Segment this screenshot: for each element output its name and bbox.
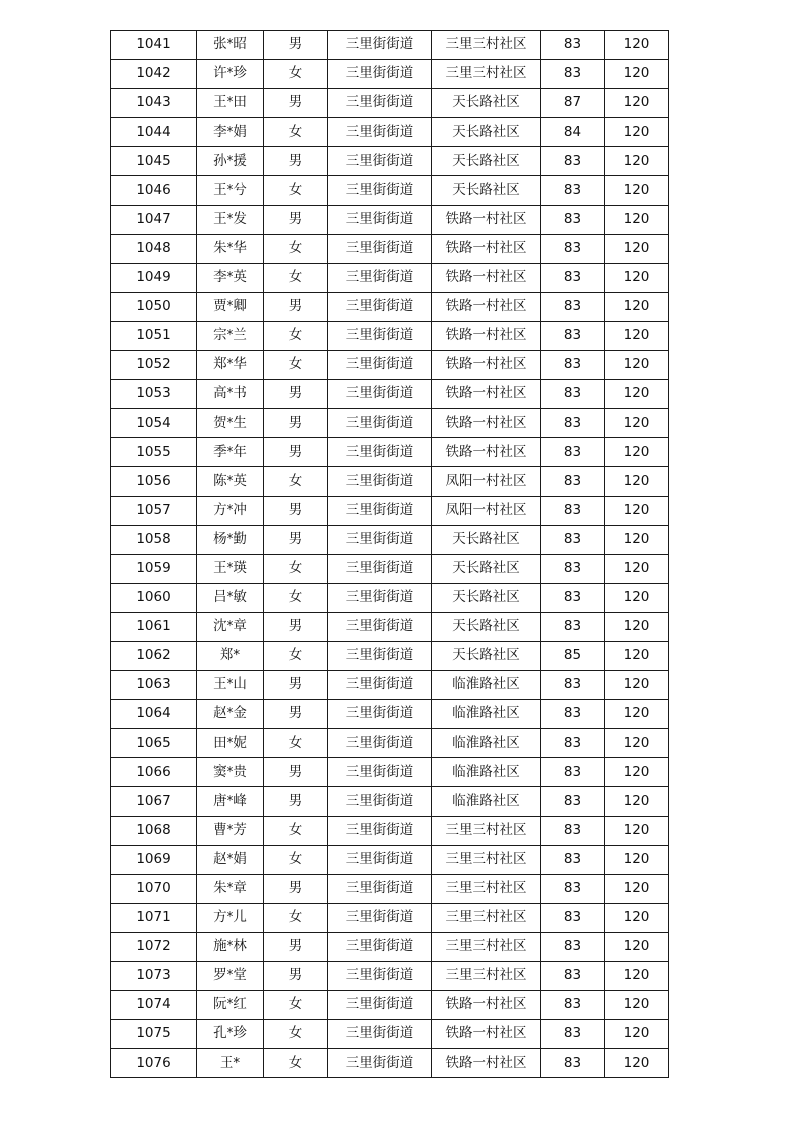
table-row: [111, 612, 669, 641]
community-cell: 临淮路社区: [432, 729, 541, 758]
table-row: [111, 700, 669, 729]
amount-cell: 120: [605, 31, 669, 60]
name-cell: 贾*卿: [197, 292, 264, 321]
score-cell: 83: [541, 321, 605, 350]
street-cell: 三里街街道: [328, 991, 432, 1020]
serial-number-cell: 1070: [111, 874, 197, 903]
gender-cell: 女: [264, 554, 328, 583]
name-cell: 吕*敏: [197, 583, 264, 612]
community-cell: 三里三村社区: [432, 845, 541, 874]
gender-cell: 女: [264, 118, 328, 147]
serial-number-cell: 1054: [111, 409, 197, 438]
table-row: [111, 263, 669, 292]
score-cell: 83: [541, 671, 605, 700]
serial-number-cell: 1075: [111, 1020, 197, 1049]
name-cell: 季*年: [197, 438, 264, 467]
score-cell: 83: [541, 612, 605, 641]
gender-cell: 男: [264, 758, 328, 787]
community-cell: 天长路社区: [432, 118, 541, 147]
street-cell: 三里街街道: [328, 1049, 432, 1078]
community-cell: 铁路一村社区: [432, 263, 541, 292]
community-cell: 临淮路社区: [432, 758, 541, 787]
name-cell: 曹*芳: [197, 816, 264, 845]
score-cell: 83: [541, 263, 605, 292]
amount-cell: 120: [605, 1020, 669, 1049]
table-row: [111, 758, 669, 787]
gender-cell: 男: [264, 700, 328, 729]
name-cell: 杨*勤: [197, 525, 264, 554]
gender-cell: 女: [264, 234, 328, 263]
score-cell: 83: [541, 962, 605, 991]
serial-number-cell: 1071: [111, 903, 197, 932]
amount-cell: 120: [605, 787, 669, 816]
amount-cell: 120: [605, 438, 669, 467]
amount-cell: 120: [605, 554, 669, 583]
amount-cell: 120: [605, 671, 669, 700]
serial-number-cell: 1073: [111, 962, 197, 991]
serial-number-cell: 1046: [111, 176, 197, 205]
gender-cell: 男: [264, 409, 328, 438]
street-cell: 三里街街道: [328, 525, 432, 554]
gender-cell: 女: [264, 60, 328, 89]
serial-number-cell: 1042: [111, 60, 197, 89]
gender-cell: 女: [264, 263, 328, 292]
name-cell: 李*娟: [197, 118, 264, 147]
serial-number-cell: 1052: [111, 351, 197, 380]
serial-number-cell: 1059: [111, 554, 197, 583]
community-cell: 天长路社区: [432, 89, 541, 118]
table-row: [111, 525, 669, 554]
street-cell: 三里街街道: [328, 962, 432, 991]
score-cell: 83: [541, 1020, 605, 1049]
table-row: [111, 205, 669, 234]
name-cell: 王*: [197, 1049, 264, 1078]
name-cell: 宗*兰: [197, 321, 264, 350]
street-cell: 三里街街道: [328, 60, 432, 89]
serial-number-cell: 1050: [111, 292, 197, 321]
table-row: [111, 1049, 669, 1078]
table-row: [111, 467, 669, 496]
amount-cell: 120: [605, 60, 669, 89]
score-cell: 83: [541, 234, 605, 263]
community-cell: 铁路一村社区: [432, 292, 541, 321]
serial-number-cell: 1053: [111, 380, 197, 409]
name-cell: 方*冲: [197, 496, 264, 525]
score-cell: 83: [541, 874, 605, 903]
serial-number-cell: 1066: [111, 758, 197, 787]
serial-number-cell: 1067: [111, 787, 197, 816]
serial-number-cell: 1058: [111, 525, 197, 554]
score-cell: 83: [541, 903, 605, 932]
amount-cell: 120: [605, 932, 669, 961]
table-row: [111, 816, 669, 845]
name-cell: 王*瑛: [197, 554, 264, 583]
community-cell: 铁路一村社区: [432, 991, 541, 1020]
community-cell: 天长路社区: [432, 583, 541, 612]
score-cell: 83: [541, 554, 605, 583]
gender-cell: 女: [264, 467, 328, 496]
street-cell: 三里街街道: [328, 729, 432, 758]
serial-number-cell: 1074: [111, 991, 197, 1020]
gender-cell: 女: [264, 991, 328, 1020]
name-cell: 田*妮: [197, 729, 264, 758]
gender-cell: 男: [264, 31, 328, 60]
gender-cell: 男: [264, 787, 328, 816]
name-cell: 王*兮: [197, 176, 264, 205]
score-cell: 83: [541, 176, 605, 205]
score-cell: 83: [541, 1049, 605, 1078]
gender-cell: 男: [264, 962, 328, 991]
amount-cell: 120: [605, 147, 669, 176]
street-cell: 三里街街道: [328, 671, 432, 700]
score-cell: 83: [541, 991, 605, 1020]
street-cell: 三里街街道: [328, 234, 432, 263]
score-cell: 83: [541, 351, 605, 380]
table-row: [111, 729, 669, 758]
name-cell: 朱*华: [197, 234, 264, 263]
serial-number-cell: 1060: [111, 583, 197, 612]
street-cell: 三里街街道: [328, 380, 432, 409]
amount-cell: 120: [605, 816, 669, 845]
amount-cell: 120: [605, 380, 669, 409]
gender-cell: 男: [264, 932, 328, 961]
amount-cell: 120: [605, 351, 669, 380]
serial-number-cell: 1064: [111, 700, 197, 729]
score-cell: 83: [541, 31, 605, 60]
community-cell: 天长路社区: [432, 147, 541, 176]
serial-number-cell: 1045: [111, 147, 197, 176]
street-cell: 三里街街道: [328, 351, 432, 380]
community-cell: 铁路一村社区: [432, 1020, 541, 1049]
score-cell: 83: [541, 147, 605, 176]
community-cell: 凤阳一村社区: [432, 467, 541, 496]
street-cell: 三里街街道: [328, 787, 432, 816]
table-row: [111, 671, 669, 700]
community-cell: 三里三村社区: [432, 874, 541, 903]
serial-number-cell: 1051: [111, 321, 197, 350]
gender-cell: 男: [264, 612, 328, 641]
table-row: [111, 321, 669, 350]
amount-cell: 120: [605, 292, 669, 321]
name-cell: 郑*华: [197, 351, 264, 380]
name-cell: 王*田: [197, 89, 264, 118]
name-cell: 郑*: [197, 641, 264, 670]
street-cell: 三里街街道: [328, 176, 432, 205]
name-cell: 孙*援: [197, 147, 264, 176]
community-cell: 三里三村社区: [432, 31, 541, 60]
community-cell: 铁路一村社区: [432, 438, 541, 467]
amount-cell: 120: [605, 700, 669, 729]
gender-cell: 女: [264, 903, 328, 932]
serial-number-cell: 1057: [111, 496, 197, 525]
gender-cell: 男: [264, 147, 328, 176]
score-cell: 85: [541, 641, 605, 670]
street-cell: 三里街街道: [328, 612, 432, 641]
name-cell: 朱*章: [197, 874, 264, 903]
street-cell: 三里街街道: [328, 700, 432, 729]
gender-cell: 男: [264, 380, 328, 409]
amount-cell: 120: [605, 991, 669, 1020]
amount-cell: 120: [605, 903, 669, 932]
table-row: [111, 118, 669, 147]
amount-cell: 120: [605, 176, 669, 205]
table-row: [111, 641, 669, 670]
street-cell: 三里街街道: [328, 758, 432, 787]
score-cell: 83: [541, 496, 605, 525]
serial-number-cell: 1041: [111, 31, 197, 60]
table-row: [111, 874, 669, 903]
amount-cell: 120: [605, 118, 669, 147]
name-cell: 赵*金: [197, 700, 264, 729]
community-cell: 三里三村社区: [432, 962, 541, 991]
amount-cell: 120: [605, 758, 669, 787]
community-cell: 天长路社区: [432, 612, 541, 641]
street-cell: 三里街街道: [328, 205, 432, 234]
name-cell: 高*书: [197, 380, 264, 409]
table-row: [111, 409, 669, 438]
serial-number-cell: 1065: [111, 729, 197, 758]
table-row: [111, 845, 669, 874]
name-cell: 王*山: [197, 671, 264, 700]
name-cell: 赵*娟: [197, 845, 264, 874]
serial-number-cell: 1069: [111, 845, 197, 874]
amount-cell: 120: [605, 321, 669, 350]
subsidy-roster-table: [110, 30, 669, 1078]
score-cell: 83: [541, 787, 605, 816]
name-cell: 王*发: [197, 205, 264, 234]
score-cell: 83: [541, 205, 605, 234]
community-cell: 天长路社区: [432, 641, 541, 670]
serial-number-cell: 1061: [111, 612, 197, 641]
name-cell: 张*昭: [197, 31, 264, 60]
serial-number-cell: 1043: [111, 89, 197, 118]
community-cell: 三里三村社区: [432, 903, 541, 932]
serial-number-cell: 1055: [111, 438, 197, 467]
serial-number-cell: 1044: [111, 118, 197, 147]
amount-cell: 120: [605, 89, 669, 118]
amount-cell: 120: [605, 525, 669, 554]
table-row: [111, 147, 669, 176]
serial-number-cell: 1048: [111, 234, 197, 263]
gender-cell: 男: [264, 89, 328, 118]
serial-number-cell: 1056: [111, 467, 197, 496]
score-cell: 83: [541, 438, 605, 467]
community-cell: 三里三村社区: [432, 816, 541, 845]
name-cell: 窦*贵: [197, 758, 264, 787]
name-cell: 李*英: [197, 263, 264, 292]
amount-cell: 120: [605, 263, 669, 292]
table-row: [111, 583, 669, 612]
name-cell: 沈*章: [197, 612, 264, 641]
community-cell: 临淮路社区: [432, 787, 541, 816]
name-cell: 阮*红: [197, 991, 264, 1020]
score-cell: 83: [541, 292, 605, 321]
community-cell: 三里三村社区: [432, 60, 541, 89]
gender-cell: 男: [264, 205, 328, 234]
table-row: [111, 89, 669, 118]
table-row: [111, 1020, 669, 1049]
street-cell: 三里街街道: [328, 409, 432, 438]
table-row: [111, 932, 669, 961]
table-row: [111, 176, 669, 205]
score-cell: 83: [541, 700, 605, 729]
gender-cell: 男: [264, 671, 328, 700]
amount-cell: 120: [605, 409, 669, 438]
community-cell: 凤阳一村社区: [432, 496, 541, 525]
community-cell: 铁路一村社区: [432, 380, 541, 409]
amount-cell: 120: [605, 467, 669, 496]
street-cell: 三里街街道: [328, 263, 432, 292]
serial-number-cell: 1047: [111, 205, 197, 234]
table-row: [111, 60, 669, 89]
gender-cell: 女: [264, 729, 328, 758]
name-cell: 陈*英: [197, 467, 264, 496]
name-cell: 唐*峰: [197, 787, 264, 816]
community-cell: 铁路一村社区: [432, 409, 541, 438]
street-cell: 三里街街道: [328, 292, 432, 321]
amount-cell: 120: [605, 845, 669, 874]
community-cell: 铁路一村社区: [432, 1049, 541, 1078]
score-cell: 83: [541, 409, 605, 438]
serial-number-cell: 1068: [111, 816, 197, 845]
name-cell: 贺*生: [197, 409, 264, 438]
amount-cell: 120: [605, 962, 669, 991]
amount-cell: 120: [605, 234, 669, 263]
gender-cell: 男: [264, 525, 328, 554]
score-cell: 83: [541, 60, 605, 89]
table-row: [111, 438, 669, 467]
amount-cell: 120: [605, 641, 669, 670]
score-cell: 83: [541, 758, 605, 787]
score-cell: 83: [541, 845, 605, 874]
score-cell: 83: [541, 932, 605, 961]
score-cell: 83: [541, 583, 605, 612]
table-body: [111, 31, 669, 1078]
gender-cell: 女: [264, 816, 328, 845]
community-cell: 临淮路社区: [432, 671, 541, 700]
community-cell: 天长路社区: [432, 176, 541, 205]
serial-number-cell: 1072: [111, 932, 197, 961]
street-cell: 三里街街道: [328, 874, 432, 903]
gender-cell: 男: [264, 496, 328, 525]
table-row: [111, 496, 669, 525]
table-row: [111, 903, 669, 932]
gender-cell: 男: [264, 292, 328, 321]
gender-cell: 女: [264, 583, 328, 612]
score-cell: 84: [541, 118, 605, 147]
table-row: [111, 292, 669, 321]
community-cell: 铁路一村社区: [432, 351, 541, 380]
name-cell: 孔*珍: [197, 1020, 264, 1049]
street-cell: 三里街街道: [328, 583, 432, 612]
score-cell: 87: [541, 89, 605, 118]
community-cell: 天长路社区: [432, 554, 541, 583]
score-cell: 83: [541, 729, 605, 758]
street-cell: 三里街街道: [328, 932, 432, 961]
score-cell: 83: [541, 816, 605, 845]
street-cell: 三里街街道: [328, 467, 432, 496]
table-row: [111, 380, 669, 409]
gender-cell: 男: [264, 874, 328, 903]
gender-cell: 女: [264, 321, 328, 350]
score-cell: 83: [541, 467, 605, 496]
street-cell: 三里街街道: [328, 845, 432, 874]
street-cell: 三里街街道: [328, 438, 432, 467]
amount-cell: 120: [605, 496, 669, 525]
amount-cell: 120: [605, 583, 669, 612]
table-row: [111, 787, 669, 816]
community-cell: 天长路社区: [432, 525, 541, 554]
table-row: [111, 351, 669, 380]
name-cell: 许*珍: [197, 60, 264, 89]
community-cell: 铁路一村社区: [432, 205, 541, 234]
serial-number-cell: 1049: [111, 263, 197, 292]
street-cell: 三里街街道: [328, 554, 432, 583]
score-cell: 83: [541, 525, 605, 554]
table-row: [111, 554, 669, 583]
street-cell: 三里街街道: [328, 903, 432, 932]
street-cell: 三里街街道: [328, 118, 432, 147]
gender-cell: 女: [264, 641, 328, 670]
gender-cell: 女: [264, 351, 328, 380]
amount-cell: 120: [605, 205, 669, 234]
community-cell: 三里三村社区: [432, 932, 541, 961]
gender-cell: 女: [264, 1020, 328, 1049]
amount-cell: 120: [605, 612, 669, 641]
street-cell: 三里街街道: [328, 89, 432, 118]
score-cell: 83: [541, 380, 605, 409]
community-cell: 铁路一村社区: [432, 234, 541, 263]
table-row: [111, 962, 669, 991]
amount-cell: 120: [605, 874, 669, 903]
amount-cell: 120: [605, 1049, 669, 1078]
street-cell: 三里街街道: [328, 816, 432, 845]
street-cell: 三里街街道: [328, 641, 432, 670]
street-cell: 三里街街道: [328, 1020, 432, 1049]
street-cell: 三里街街道: [328, 147, 432, 176]
street-cell: 三里街街道: [328, 321, 432, 350]
gender-cell: 女: [264, 176, 328, 205]
name-cell: 施*林: [197, 932, 264, 961]
community-cell: 铁路一村社区: [432, 321, 541, 350]
street-cell: 三里街街道: [328, 31, 432, 60]
table-row: [111, 31, 669, 60]
name-cell: 方*儿: [197, 903, 264, 932]
table-row: [111, 234, 669, 263]
gender-cell: 女: [264, 845, 328, 874]
gender-cell: 男: [264, 438, 328, 467]
community-cell: 临淮路社区: [432, 700, 541, 729]
serial-number-cell: 1076: [111, 1049, 197, 1078]
name-cell: 罗*堂: [197, 962, 264, 991]
table-row: [111, 991, 669, 1020]
serial-number-cell: 1062: [111, 641, 197, 670]
street-cell: 三里街街道: [328, 496, 432, 525]
gender-cell: 女: [264, 1049, 328, 1078]
amount-cell: 120: [605, 729, 669, 758]
serial-number-cell: 1063: [111, 671, 197, 700]
